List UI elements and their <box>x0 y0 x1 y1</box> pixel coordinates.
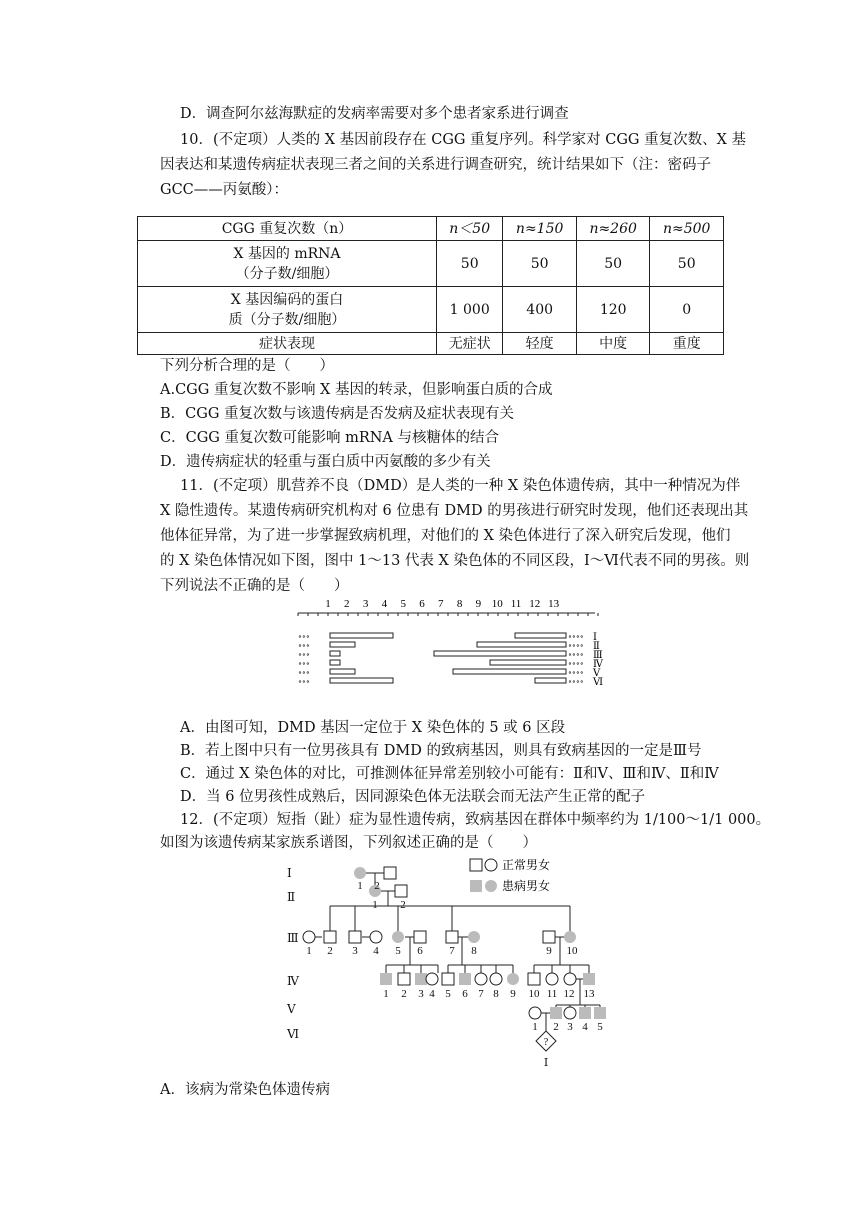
boy-label: Ⅴ <box>593 668 601 679</box>
centromere-dots: ∘∘∘ <box>298 641 310 650</box>
table-row-label: 症状表现 <box>138 333 437 355</box>
centromere-dots: ∘∘∘ <box>298 659 310 668</box>
q10-option-a: A.CGG 重复次数不影响 X 基因的转录，但影响蛋白质的合成 <box>160 382 553 398</box>
svg-text:9: 9 <box>546 945 552 957</box>
q10-stem-line2: 因表达和某遗传病症状表现三者之间的关系进行调查研究，统计结果如下（注：密码子 <box>160 157 711 173</box>
q10-question: 下列分析合理的是（ ） <box>160 358 334 374</box>
q11-stem-line4: 的 X 染色体情况如下图，图中 1～13 代表 X 染色体的不同区段，Ⅰ～Ⅵ代表不同的男孩。则 <box>160 553 750 569</box>
svg-text:10: 10 <box>566 945 578 957</box>
svg-text:1: 1 <box>383 988 389 1000</box>
svg-text:4: 4 <box>373 945 379 957</box>
table-cell: 50 <box>437 241 503 287</box>
table-cell: 1 000 <box>437 287 503 333</box>
boy-label: Ⅵ <box>593 677 604 688</box>
table-cell: 轻度 <box>503 333 577 355</box>
generation-label: Ⅱ <box>287 890 296 904</box>
table-cell: 无症状 <box>437 333 503 355</box>
segment-label: 1 <box>325 598 331 610</box>
centromere-dots: ∘∘∘ <box>298 668 310 677</box>
q10-option-d: D．遗传病症状的轻重与蛋白质中丙氨酸的多少有关 <box>160 454 491 470</box>
svg-text:8: 8 <box>493 988 499 1000</box>
centromere-dots: ∘∘∘∘ <box>568 659 584 668</box>
q11-stem-line2: X 隐性遗传。某遗传病研究机构对 6 位患有 DMD 的男孩进行研究时发现，他们还表现出其 <box>160 503 749 519</box>
q12-option-a: A．该病为常染色体遗传病 <box>160 1082 330 1098</box>
svg-text:1: 1 <box>357 880 363 892</box>
chromosome-bar <box>330 633 393 638</box>
svg-text:2: 2 <box>400 899 406 911</box>
svg-text:Ⅰ: Ⅰ <box>543 1057 549 1069</box>
table-header: n＜50 <box>437 217 503 241</box>
q11-stem-line5: 下列说法不正确的是（ ） <box>160 578 349 594</box>
boy-label: Ⅳ <box>593 659 603 670</box>
cgg-table <box>137 216 724 355</box>
q11-option-b: B．若上图中只有一位男孩具有 DMD 的致病基因，则具有致病基因的一定是Ⅲ号 <box>180 743 702 759</box>
segment-label: 6 <box>419 598 425 610</box>
segment-label: 2 <box>344 598 350 610</box>
chromosome-bar <box>330 642 355 647</box>
svg-text:1: 1 <box>306 945 312 957</box>
chromosome-bar <box>330 651 340 656</box>
chromosome-bar <box>434 651 566 656</box>
chromosome-bar <box>330 678 393 683</box>
table-header: CGG 重复次数（n） <box>138 217 437 241</box>
svg-text:6: 6 <box>462 988 468 1000</box>
q9-option-d: D．调查阿尔兹海默症的发病率需要对多个患者家系进行调查 <box>180 106 569 122</box>
segment-label: 7 <box>438 598 444 610</box>
table-header: n≈260 <box>576 217 650 241</box>
chromosome-figure <box>290 592 620 704</box>
chromosome-bar <box>330 660 340 665</box>
pedigree-chart <box>280 855 620 1070</box>
q11-stem-line1: 11．(不定项）肌营养不良（DMD）是人类的一种 X 染色体遗传病，其中一种情况为伴 <box>180 478 741 494</box>
svg-text:3: 3 <box>352 945 358 957</box>
centromere-dots: ∘∘∘ <box>298 632 310 641</box>
table-cell: 50 <box>503 241 577 287</box>
chromosome-bar <box>515 633 566 638</box>
legend-normal: 正常男女 <box>502 858 551 872</box>
svg-text:6: 6 <box>417 945 423 957</box>
svg-text:2: 2 <box>327 945 333 957</box>
boy-label: Ⅲ <box>593 650 603 661</box>
svg-text:3: 3 <box>418 988 424 1000</box>
segment-label: 8 <box>456 598 463 610</box>
svg-text:5: 5 <box>395 945 401 957</box>
segment-label: 13 <box>548 598 560 610</box>
legend-affected: 患病男女 <box>502 879 551 893</box>
table-cell: 50 <box>576 241 650 287</box>
svg-text:2: 2 <box>401 988 407 1000</box>
svg-text:5: 5 <box>597 1021 603 1033</box>
chromosome-bar <box>535 678 566 683</box>
svg-text:7: 7 <box>478 988 484 1000</box>
svg-text:8: 8 <box>471 945 477 957</box>
svg-text:9: 9 <box>510 988 516 1000</box>
generation-label: Ⅴ <box>287 1002 296 1016</box>
table-cell: 400 <box>503 287 577 333</box>
svg-text:12: 12 <box>563 988 575 1000</box>
segment-label: 12 <box>529 598 541 610</box>
q11-option-d: D．当 6 位男孩性成熟后，因同源染色体无法联会而无法产生正常的配子 <box>180 789 646 805</box>
svg-text:11: 11 <box>546 988 558 1000</box>
q10-option-b: B．CGG 重复次数与该遗传病是否发病及症状表现有关 <box>160 406 515 422</box>
q12-stem-line1: 12．(不定项）短指（趾）症为显性遗传病，致病基因在群体中频率约为 1/100～1/1 000。 <box>180 812 771 828</box>
q11-stem-line3: 他体征异常，为了进一步掌握致病机理，对他们的 X 染色体进行了深入研究后发现，他们 <box>160 528 731 544</box>
svg-text:10: 10 <box>528 988 540 1000</box>
centromere-dots: ∘∘∘∘ <box>568 650 584 659</box>
generation-label: Ⅵ <box>287 1027 300 1041</box>
q10-stem-line1: 10．(不定项）人类的 X 基因前段存在 CGG 重复序列。科学家对 CGG 重复次数、X 基 <box>180 132 747 148</box>
centromere-dots: ∘∘∘∘ <box>568 632 584 641</box>
table-row-label: X 基因的 mRNA （分子数/细胞） <box>138 241 437 287</box>
svg-text:13: 13 <box>583 988 595 1000</box>
svg-text:4: 4 <box>429 988 435 1000</box>
q12-stem-line2: 如图为该遗传病某家族系谱图，下列叙述正确的是（ ） <box>160 835 537 851</box>
q10-stem-line3: GCC——丙氨酸）： <box>160 182 289 198</box>
generation-label: Ⅳ <box>287 974 299 988</box>
table-cell: 50 <box>650 241 724 287</box>
segment-label: 4 <box>381 598 388 610</box>
table-header: n≈500 <box>650 217 724 241</box>
table-cell: 重度 <box>650 333 724 355</box>
centromere-dots: ∘∘∘ <box>298 650 310 659</box>
table-header: n≈150 <box>503 217 577 241</box>
generation-label: Ⅲ <box>287 931 299 945</box>
svg-text:2: 2 <box>553 1021 559 1033</box>
segment-label: 3 <box>362 598 369 610</box>
table-cell: 120 <box>576 287 650 333</box>
table-cell: 中度 <box>576 333 650 355</box>
chromosome-bar <box>490 660 566 665</box>
segment-label: 9 <box>475 598 482 610</box>
svg-text:4: 4 <box>582 1021 588 1033</box>
chromosome-bar <box>453 669 566 674</box>
svg-text:3: 3 <box>567 1021 573 1033</box>
q10-option-c: C．CGG 重复次数可能影响 mRNA 与核糖体的结合 <box>160 430 500 446</box>
centromere-dots: ∘∘∘∘ <box>568 668 584 677</box>
table-row-label: X 基因编码的蛋白 质（分子数/细胞） <box>138 287 437 333</box>
generation-label: Ⅰ <box>287 866 292 880</box>
segment-label: 5 <box>400 598 406 610</box>
centromere-dots: ∘∘∘∘ <box>568 641 584 650</box>
chromosome-bar <box>330 669 355 674</box>
svg-text:2: 2 <box>374 880 380 892</box>
unknown-sex-mark: ? <box>543 1037 549 1048</box>
svg-text:1: 1 <box>532 1021 538 1033</box>
q11-option-a: A．由图可知，DMD 基因一定位于 X 染色体的 5 或 6 区段 <box>180 720 566 736</box>
boy-label: Ⅰ <box>593 632 597 643</box>
svg-text:5: 5 <box>445 988 451 1000</box>
svg-text:7: 7 <box>449 945 455 957</box>
chromosome-bar <box>477 642 566 647</box>
svg-text:1: 1 <box>372 899 378 911</box>
table-cell: 0 <box>650 287 724 333</box>
centromere-dots: ∘∘∘ <box>298 677 310 686</box>
segment-label: 10 <box>491 598 503 610</box>
q11-option-c: C．通过 X 染色体的对比，可推测体征异常差别较小可能有：Ⅱ和Ⅴ、Ⅲ和Ⅳ、Ⅱ和Ⅳ <box>180 766 719 782</box>
segment-label: 11 <box>510 598 522 610</box>
boy-label: Ⅱ <box>593 641 600 652</box>
centromere-dots: ∘∘∘∘ <box>568 677 584 686</box>
